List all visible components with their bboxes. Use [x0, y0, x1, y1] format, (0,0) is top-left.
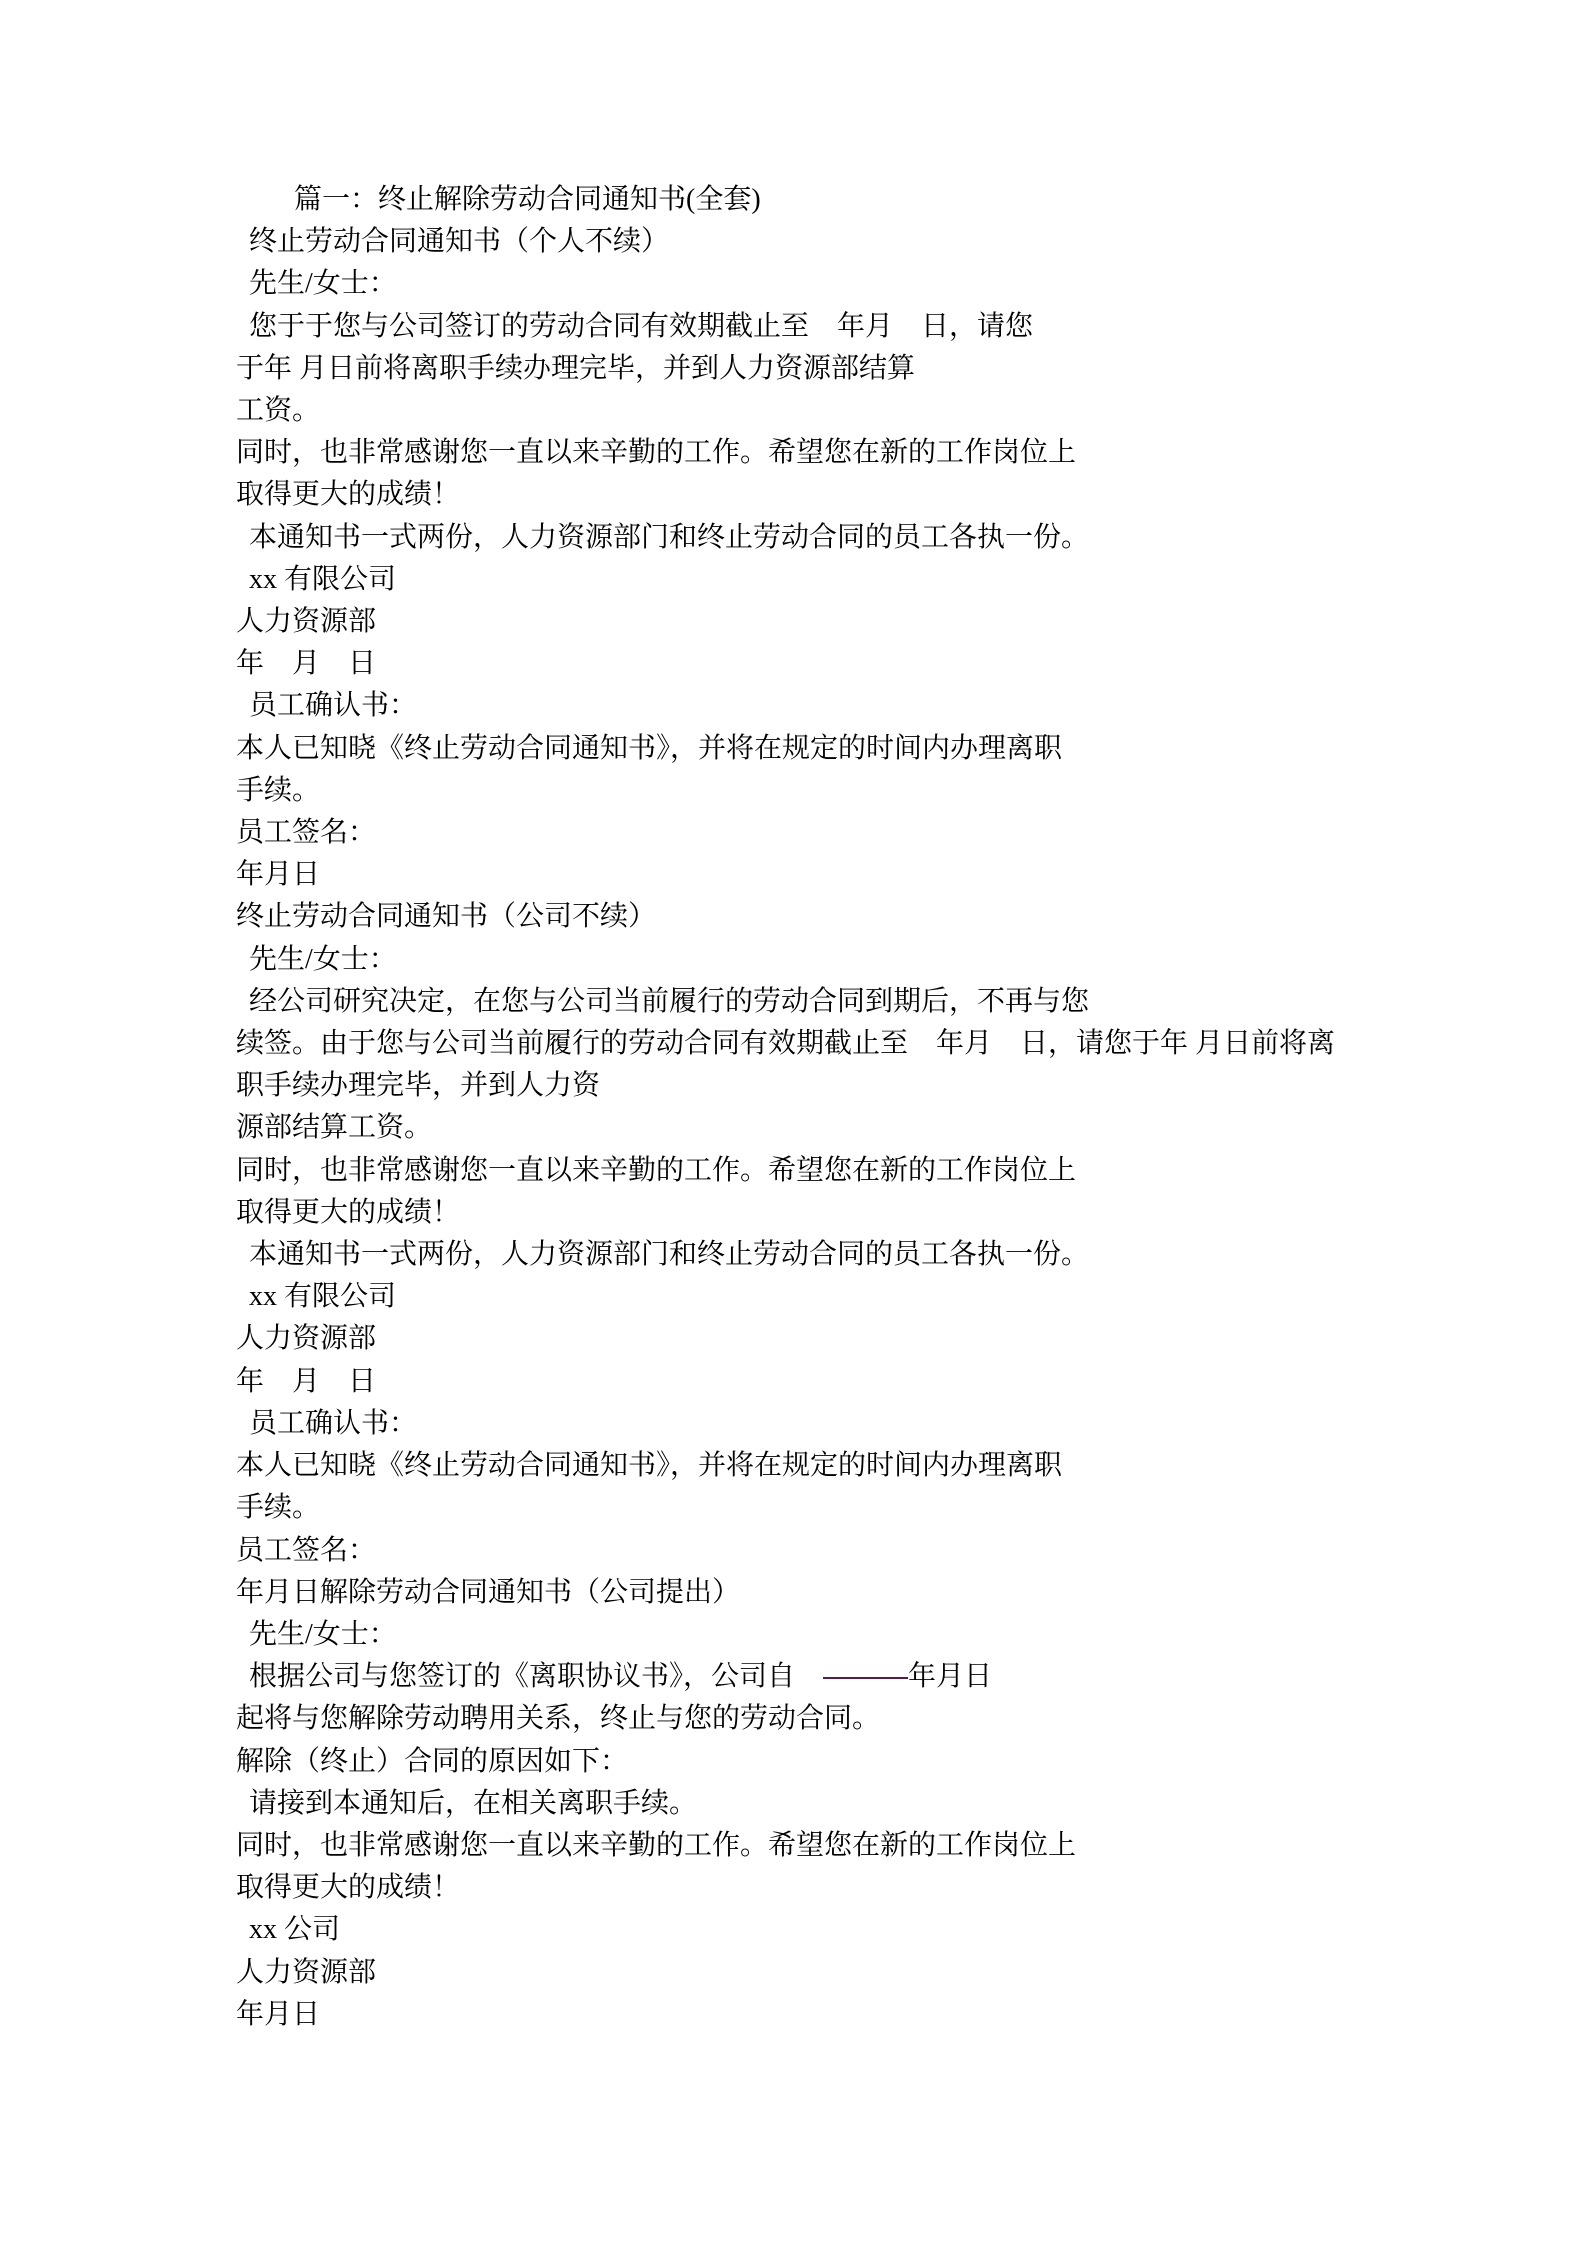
- text-line: 取得更大的成绩！: [236, 479, 461, 511]
- text-line: xx 有限公司: [249, 563, 397, 595]
- text-line: 您于于您与公司签订的劳动合同有效期截止至 年月 日，请您: [249, 310, 1034, 342]
- text-line: 先生/女士：: [249, 268, 397, 300]
- text-line: 员工签名：: [236, 817, 377, 849]
- text-line: 年月日解除劳动合同通知书（公司提出）: [236, 1576, 741, 1608]
- text-line: 员工确认书：: [249, 1407, 418, 1439]
- text-line: 本人已知晓《终止劳动合同通知书》，并将在规定的时间内办理离职: [236, 1450, 1063, 1482]
- text-line: 年月日: [236, 859, 321, 891]
- text-line: 终止劳动合同通知书（公司不续）: [236, 901, 657, 933]
- text-line: 手续。: [236, 1492, 321, 1524]
- text-line: 本通知书一式两份，人力资源部门和终止劳动合同的员工各执一份。: [249, 521, 1090, 553]
- text-line: 篇一：终止解除劳动合同通知书(全套): [294, 184, 761, 215]
- text-line: 年 月 日: [236, 1365, 377, 1397]
- text-line: 解除（终止）合同的原因如下：: [236, 1745, 629, 1777]
- text-line: 续签。由于您与公司当前履行的劳动合同有效期截止至 年月 日，请您于年 月日前将离: [236, 1028, 1336, 1060]
- text-line: 取得更大的成绩！: [236, 1196, 461, 1228]
- text-line: 年 月 日: [236, 648, 377, 680]
- text-line: xx 公司: [249, 1914, 341, 1946]
- text-line: 年月日: [236, 1998, 321, 2030]
- text-line: 手续。: [236, 774, 321, 806]
- text-line: 人力资源部: [236, 1323, 377, 1355]
- document-body: [236, 179, 1476, 2036]
- text-line: 起将与您解除劳动聘用关系，终止与您的劳动合同。: [236, 1703, 881, 1735]
- text-line: 请接到本通知后，在相关离职手续。: [249, 1787, 698, 1819]
- text-line: 经公司研究决定，在您与公司当前履行的劳动合同到期后，不再与您: [249, 985, 1090, 1017]
- blank-underline: [823, 1667, 908, 1679]
- text-line: 先生/女士：: [249, 943, 397, 975]
- text-line: 于年 月日前将离职手续办理完毕，并到人力资源部结算: [236, 352, 916, 384]
- text-line: 取得更大的成绩！: [236, 1872, 461, 1904]
- text-line: 根据公司与您签订的《离职协议书》，公司自 年月日: [249, 1661, 993, 1693]
- text-line: 职手续办理完毕，并到人力资: [236, 1070, 601, 1102]
- text-line: 终止劳动合同通知书（个人不续）: [249, 226, 670, 258]
- text-line: 同时，也非常感谢您一直以来辛勤的工作。希望您在新的工作岗位上: [236, 1154, 1077, 1186]
- text-line: 先生/女士：: [249, 1618, 397, 1650]
- text-line: 员工签名：: [236, 1534, 377, 1566]
- text-line: 同时，也非常感谢您一直以来辛勤的工作。希望您在新的工作岗位上: [236, 437, 1077, 469]
- text-line: 人力资源部: [236, 606, 377, 638]
- text-line: 工资。: [236, 395, 321, 427]
- text-line: 同时，也非常感谢您一直以来辛勤的工作。希望您在新的工作岗位上: [236, 1829, 1077, 1861]
- text-line: 源部结算工资。: [236, 1112, 433, 1144]
- text-line: 本通知书一式两份，人力资源部门和终止劳动合同的员工各执一份。: [249, 1239, 1090, 1271]
- text-line: 员工确认书：: [249, 690, 418, 722]
- text-line: xx 有限公司: [249, 1281, 397, 1313]
- text-line: 本人已知晓《终止劳动合同通知书》，并将在规定的时间内办理离职: [236, 732, 1063, 764]
- text-line: 人力资源部: [236, 1956, 377, 1988]
